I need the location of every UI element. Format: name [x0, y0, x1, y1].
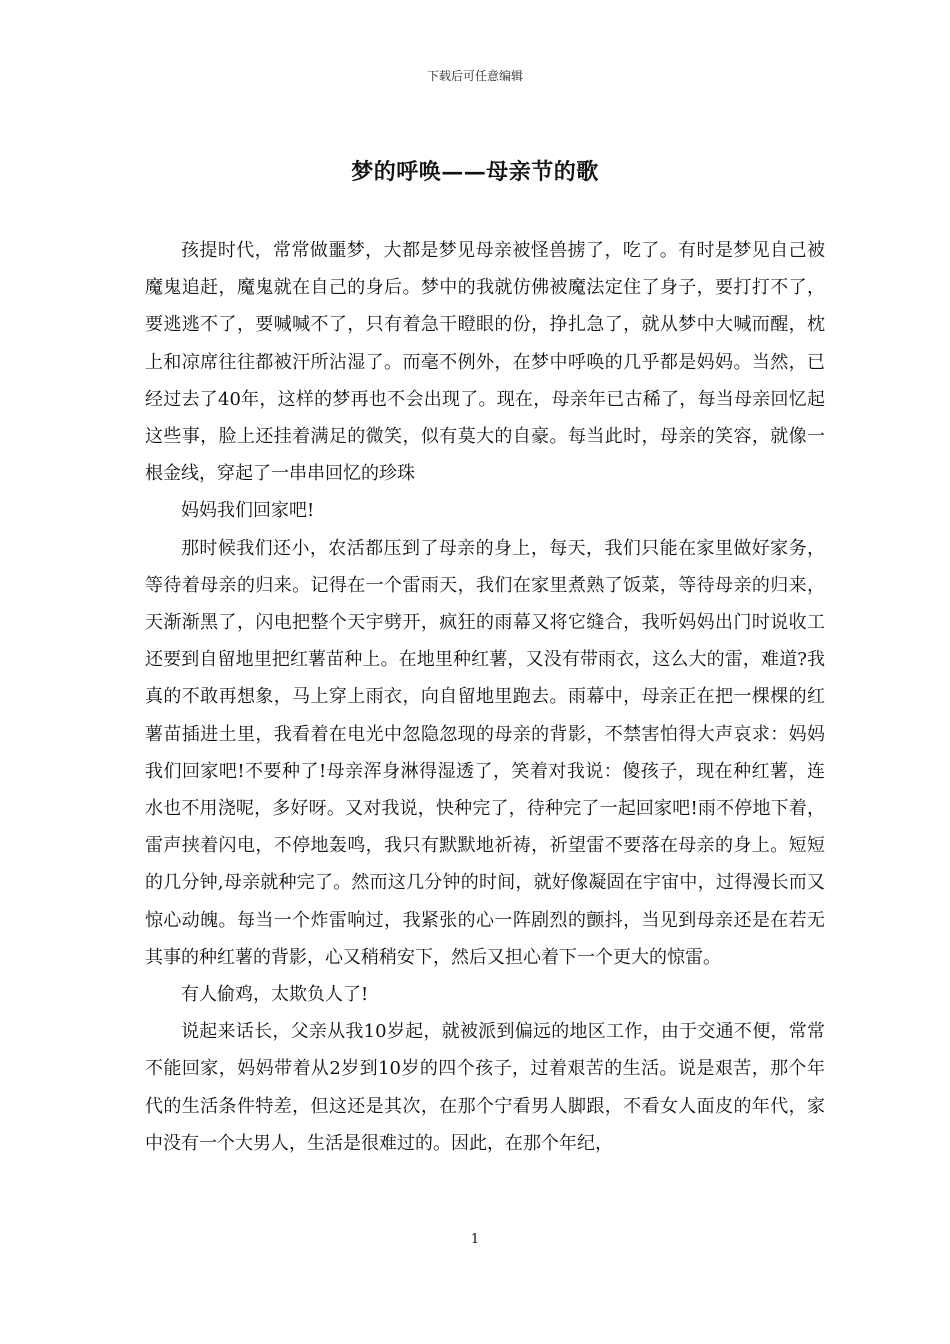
paragraph: 有人偷鸡，太欺负人了!: [181, 984, 369, 1006]
paragraph: 妈妈我们回家吧!: [181, 500, 315, 522]
document-title: 梦的呼唤——母亲节的歌: [351, 159, 599, 185]
page-header-note: 下载后可任意编辑: [426, 69, 523, 83]
paragraph: 说起来话长，父亲从我10岁起，就被派到偏远的地区工作，由于交通不便，常常不能回家，妈妈带着从2岁到10岁的四个孩子，过着艰苦的生活。说是艰苦，那个年代的生活条件特差，但这还是其次，在那个宁看男人脚跟，不看女人面皮的年代，家中没有一个大男人，生活是很难过的。因此，在那个年纪，: [145, 1021, 825, 1154]
paragraph: 那时候我们还小，农活都压到了母亲的身上，每天，我们只能在家里做好家务，等待着母亲的归来。记得在一个雷雨天，我们在家里煮熟了饭菜，等待母亲的归来，天渐渐黑了，闪电把整个天宇劈开，疯狂的雨幕又将它缝合，我听妈妈出门时说收工还要到自留地里把红薯苗种上。在地里种红薯，又没有带雨衣，这么大的雷，难道?我真的不敢再想象，马上穿上雨衣，向自留地里跑去。雨幕中，母亲正在把一棵棵的红薯苗插进土里，我看着在电光中忽隐忽现的母亲的背影，不禁害怕得大声哀求：妈妈我们回家吧!不要种了!母亲浑身淋得湿透了，笑着对我说：傻孩子，现在种红薯，连水也不用浇呢，多好呀。又对我说，快种完了，待种完了一起回家吧!雨不停地下着，雷声挟着闪电，不停地轰鸣，我只有默默地祈祷，祈望雷不要落在母亲的身上。短短的几分钟,母亲就种完了。然而这几分钟的时间，就好像凝固在宇宙中，过得漫长而又惊心动魄。每当一个炸雷响过，我紧张的心一阵剧烈的颤抖，当见到母亲还是在若无其事的种红薯的背影，心又稍稍安下，然后又担心着下一个更大的惊雷。: [145, 537, 825, 968]
document-body: [145, 232, 825, 1162]
paragraph: 孩提时代，常常做噩梦，大都是梦见母亲被怪兽掳了，吃了。有时是梦见自己被魔鬼追赶，魔鬼就在自己的身后。梦中的我就仿佛被魔法定住了身子，要打打不了，要逃逃不了，要喊喊不了，只有着急干瞪眼的份，挣扎急了，就从梦中大喊而醒，枕上和凉席往往都被汗所沾湿了。而毫不例外，在梦中呼唤的几乎都是妈妈。当然，已经过去了40年，这样的梦再也不会出现了。现在，母亲年已古稀了，每当母亲回忆起这些事，脸上还挂着满足的微笑，似有莫大的自豪。每当此时，母亲的笑容，就像一根金线，穿起了一串串回忆的珍珠: [145, 240, 825, 485]
page-number: 1: [470, 1232, 480, 1247]
